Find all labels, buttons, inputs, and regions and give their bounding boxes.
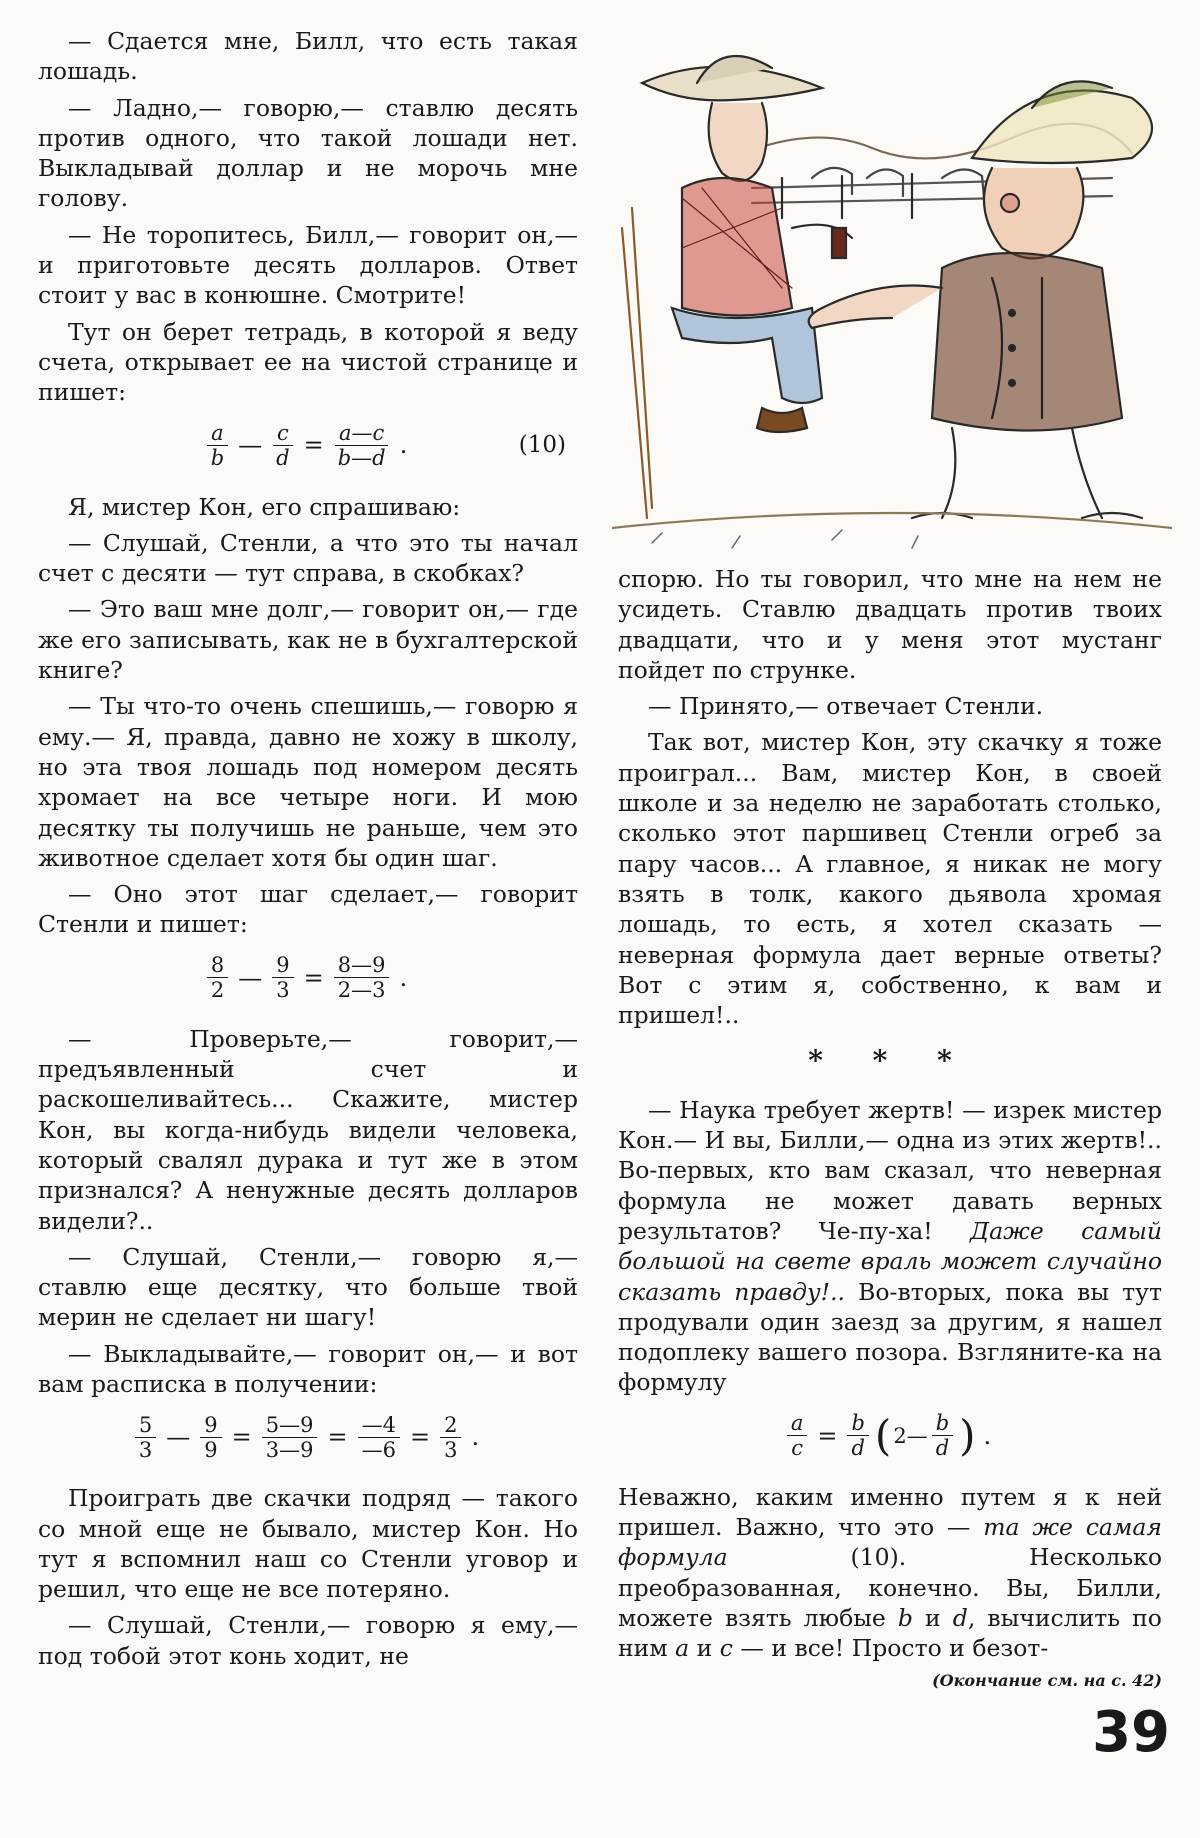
paragraph: Проиграть две скачки подряд — такого со мной еще не бывало, мистер Кон. Но тут я вспомнил наш со Стенли уговор и решил, что еще не все потеряно.	[38, 1484, 578, 1604]
paragraph: Неважно, каким именно путем я к ней пришел. Важно, что это — та же самая формула (10). Несколько преобразованная, конечно. Вы, Билли, можете взять любые b и d, вычислить по ним a и c — и все! Просто и безот-	[618, 1482, 1162, 1663]
paragraph: — Принято,— отвечает Стенли.	[648, 692, 1044, 721]
italic-quote: Даже самый большой на свете враль может случайно сказать правду!..	[618, 1216, 1162, 1306]
right-column	[618, 564, 1162, 1692]
left-column	[38, 26, 578, 1677]
paragraph: — Наука требует жертв! — изрек мистер Кон.— И вы, Билли,— одна из этих жертв!.. Во-первых, кто вам сказал, что неверная формула не может давать верных результатов? Че-пу-ха! Даже самый большой на свете враль может случайно сказать правду!.. Во-вторых, пока вы тут продували один заезд за другим, я нашел подоплеку вашего позора. Взгляните-ка на формулу	[618, 1095, 1162, 1397]
paragraph: — Оно этот шаг сделает,— говорит Стенли и пишет:	[38, 880, 578, 939]
paragraph: — Слушай, Стенли, а что это ты начал счет с десяти — тут справа, в скобках?	[38, 528, 578, 588]
paragraph: — Не торопитесь, Билл,— говорит он,— и приготовьте десять долларов. Ответ стоит у вас в конюшне. Смотрите!	[38, 220, 578, 310]
formula-transformed: $\frac{a}{c}$ = $\frac{b}{d}$ ( 2— $\frac{b}{d}$ ) .	[618, 1404, 1162, 1468]
paragraph: — Ладно,— говорю,— ставлю десять против одного, что такой лошади нет. Выкладывай доллар и не морочь мне голову.	[38, 93, 578, 213]
section-separator: * * *	[808, 1044, 972, 1078]
paragraph: спорю. Но ты говорил, что мне на нем не усидеть. Ставлю двадцать против твоих двадцати, что и у меня этот мустанг пойдет по струнке.	[618, 565, 1162, 684]
formula-10: $\frac{a}{b}$ — $\frac{c}{d}$ = $\frac{a—c}{b—d}$ . (10)	[38, 414, 578, 478]
paragraph: Я, мистер Кон, его спрашиваю:	[68, 492, 461, 521]
paragraph: Так вот, мистер Кон, эту скачку я тоже проиграл... Вам, мистер Кон, в своей школе и за неделю не заработать столько, сколько этот паршивец Стенли огреб за пару часов... А главное, я никак не могу взять в толк, какого дьявола хромая лошадь, то есть, я хотел сказать — неверная формула дает верные ответы? Вот с этим я, собственно, к вам и пришел!..	[618, 728, 1162, 1030]
formula-5-3: $\frac{5}{3}$ — $\frac{9}{9}$ = $\frac{5—9}{3—9}$ = $\frac{—4}{—6}$ = $\frac{2}{3}$ .	[38, 1405, 578, 1469]
paragraph: — Проверьте,— говорит,— предъявленный счет и раскошеливайтесь... Скажите, мистер Кон, вы когда-нибудь видели человека, который свалял дурака и тут же в этом признался? А ненужные десять долларов видели?..	[38, 1024, 578, 1235]
equation-number: (10)	[518, 432, 566, 459]
formula-8-2: $\frac{8}{2}$ — $\frac{9}{3}$ = $\frac{8—9}{2—3}$ .	[38, 946, 578, 1010]
continuation-note: (Окончание см. на с. 42)	[932, 1670, 1162, 1690]
paragraph: — Сдается мне, Билл, что есть такая лошадь.	[38, 27, 578, 86]
paragraph: — Слушай, Стенли,— говорю я ему,— под тобой этот конь ходит, не	[38, 1611, 578, 1670]
paragraph: — Слушай, Стенли,— говорю я,— ставлю еще десятку, что больше твой мерин не сделает ни шагу!	[38, 1242, 578, 1332]
page-number: 39	[1092, 1700, 1170, 1765]
paragraph: Тут он берет тетрадь, в которой я веду счета, открывает ее на чистой странице и пишет:	[38, 317, 578, 407]
paragraph: — Ты что-то очень спешишь,— говорю я ему.— Я, правда, давно не хожу в школу, но эта твоя лошадь под номером десять хромает на все четыре ноги. И мою десятку ты получишь не раньше, чем это животное сделает хотя бы один шаг.	[38, 692, 578, 872]
paragraph: — Выкладывайте,— говорит он,— и вот вам расписка в получении:	[38, 1339, 578, 1398]
cowboys-illustration	[612, 28, 1172, 558]
paragraph: — Это ваш мне долг,— говорит он,— где же его записывать, как не в бухгалтерской книге?	[38, 595, 578, 685]
